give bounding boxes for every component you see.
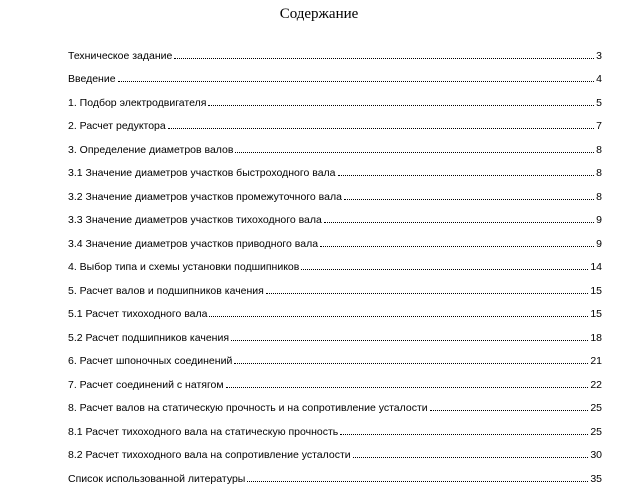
toc-dot-leader bbox=[344, 199, 594, 200]
toc-entry-page: 8 bbox=[596, 190, 602, 203]
toc-dot-leader bbox=[234, 363, 588, 364]
toc-dot-leader bbox=[324, 222, 594, 223]
toc-entry-label: 5. Расчет валов и подшипников качения bbox=[68, 284, 264, 297]
toc-entry-label: 3.4 Значение диаметров участков приводного вала bbox=[68, 237, 319, 250]
toc-entry bbox=[68, 135, 602, 159]
toc-entry bbox=[68, 206, 602, 230]
toc-entry-page: 3 bbox=[596, 49, 602, 62]
toc-entry-page: 14 bbox=[590, 261, 602, 273]
toc-entry bbox=[68, 370, 602, 394]
toc-entry-page: 22 bbox=[590, 378, 602, 391]
toc-dot-leader bbox=[226, 387, 589, 388]
toc-entry-page: 8 bbox=[596, 143, 602, 156]
toc-entry bbox=[68, 347, 602, 371]
toc-entry-label: 3. Определение диаметров валов bbox=[68, 143, 234, 156]
toc-entry bbox=[68, 394, 602, 418]
toc-entry-label: 5.2 Расчет подшипников качения bbox=[68, 331, 230, 344]
toc-entry-label: 3.2 Значение диаметров участков промежуточного вала bbox=[68, 190, 342, 203]
toc-entry-label: 2. Расчет редуктора bbox=[68, 120, 166, 132]
toc-dot-leader bbox=[235, 152, 594, 153]
toc-entry-label: 8.2 Расчет тихоходного вала на сопротивление усталости bbox=[68, 449, 351, 461]
toc-entry bbox=[68, 65, 602, 89]
toc-entry-page: 8 bbox=[596, 167, 602, 179]
toc-dot-leader bbox=[266, 293, 588, 294]
toc-entry-label: 7. Расчет соединений с натягом bbox=[68, 378, 224, 391]
toc-entry-label: Список использованной литературы bbox=[68, 472, 246, 485]
toc-entry-label: 5.1 Расчет тихоходного вала bbox=[68, 308, 208, 320]
toc-dot-leader bbox=[209, 316, 588, 317]
toc-entry-page: 15 bbox=[590, 308, 602, 320]
toc-entry-label: 6. Расчет шпоночных соединений bbox=[68, 355, 233, 367]
toc-entry-page: 18 bbox=[590, 331, 602, 344]
toc-entry-label: Техническое задание bbox=[68, 49, 173, 62]
toc-entry-label: 3.1 Значение диаметров участков быстроходного вала bbox=[68, 167, 336, 179]
toc-dot-leader bbox=[340, 434, 588, 435]
toc-entry bbox=[68, 41, 602, 65]
toc-entry-label: 1. Подбор электродвигателя bbox=[68, 96, 207, 109]
toc-entry-label: 4. Выбор типа и схемы установки подшипников bbox=[68, 261, 300, 273]
toc-entry bbox=[68, 276, 602, 300]
toc-entry bbox=[68, 253, 602, 277]
toc-entry bbox=[68, 182, 602, 206]
toc-dot-leader bbox=[353, 457, 589, 458]
toc-dot-leader bbox=[174, 58, 594, 59]
toc-entry bbox=[68, 323, 602, 347]
toc-entry bbox=[68, 464, 602, 488]
toc-dot-leader bbox=[118, 81, 595, 82]
toc-entry-label: Введение bbox=[68, 73, 116, 85]
toc-entry bbox=[68, 88, 602, 112]
toc-entry bbox=[68, 159, 602, 183]
toc-entry-page: 7 bbox=[596, 120, 602, 132]
toc-entry bbox=[68, 229, 602, 253]
toc-entry bbox=[68, 112, 602, 136]
toc-entry-page: 15 bbox=[590, 284, 602, 297]
toc-entry-page: 25 bbox=[590, 402, 602, 414]
toc-entry-label: 8.1 Расчет тихоходного вала на статическую прочность bbox=[68, 425, 339, 438]
page-title: Содержание bbox=[279, 6, 359, 22]
toc-entry-page: 9 bbox=[596, 237, 602, 250]
toc-dot-leader bbox=[231, 340, 588, 341]
toc-dot-leader bbox=[301, 269, 588, 270]
toc-entry-page: 21 bbox=[590, 355, 602, 367]
toc-dot-leader bbox=[168, 128, 594, 129]
toc-entry bbox=[68, 300, 602, 324]
toc-dot-leader bbox=[208, 105, 594, 106]
toc-entry bbox=[68, 441, 602, 465]
toc-entry-page: 9 bbox=[596, 214, 602, 226]
toc-entry-label: 3.3 Значение диаметров участков тихоходного вала bbox=[68, 214, 322, 226]
toc-entry-page: 25 bbox=[590, 425, 602, 438]
toc-dot-leader bbox=[320, 246, 594, 247]
table-of-contents bbox=[68, 41, 602, 488]
toc-entry-label: 8. Расчет валов на статическую прочность и на сопротивление усталости bbox=[68, 402, 428, 414]
toc-entry bbox=[68, 417, 602, 441]
toc-entry-page: 4 bbox=[596, 73, 602, 85]
toc-dot-leader bbox=[338, 175, 595, 176]
toc-dot-leader bbox=[430, 410, 589, 411]
toc-entry-page: 35 bbox=[590, 472, 602, 485]
toc-dot-leader bbox=[247, 481, 588, 482]
toc-entry-page: 30 bbox=[590, 449, 602, 461]
toc-entry-page: 5 bbox=[596, 96, 602, 109]
